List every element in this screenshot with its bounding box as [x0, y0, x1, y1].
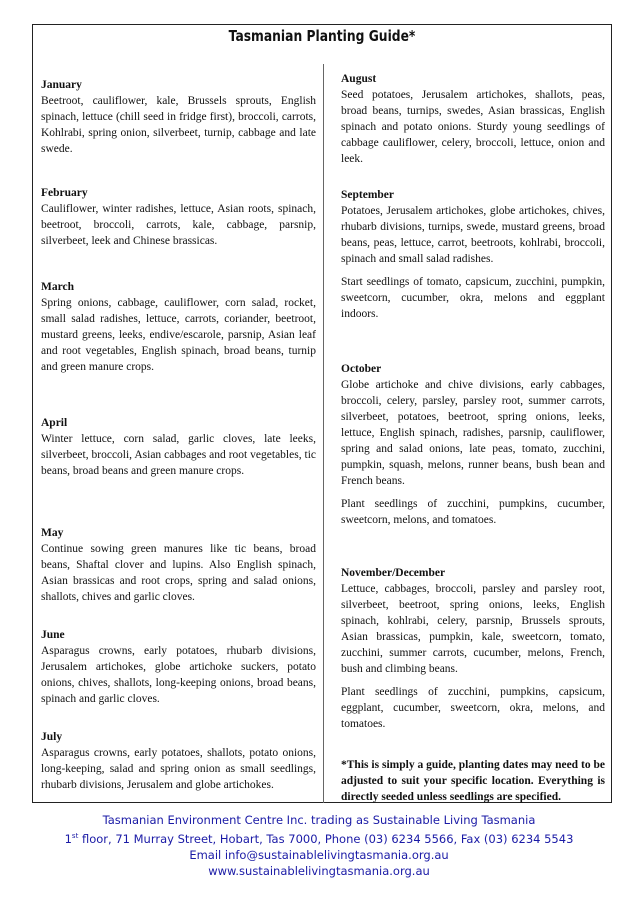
month-text: Plant seedlings of zucchini, pumpkins, cucumber, sweetcorn, melons, and tomatoes.: [341, 498, 605, 526]
month-text: Winter lettuce, corn salad, garlic cloves, late leeks, silverbeet, broccoli, Asian cabbages and root vegetables, tic beans, broad beans and green manure crops.: [41, 433, 316, 477]
footer-email[interactable]: Email info@sustainablelivingtasmania.org.au: [189, 848, 449, 862]
disclaimer-text: *This is simply a guide, planting dates may need to be adjusted to suit your specific location. Everything is directly seeded unless seedlings are specified.: [341, 759, 605, 803]
month-text: Spring onions, cabbage, cauliflower, corn salad, rocket, small salad radishes, lettuce, carrots, coriander, beetroot, mustard greens, leeks, endive/escarole, parsnip, Asian leaf and root vegetables, English spinach, broad beans, turnip and green manure crops.: [41, 297, 316, 373]
page-title: Tasmanian Planting Guide*: [228, 27, 416, 45]
month-heading: May: [41, 527, 64, 539]
month-heading: October: [341, 363, 382, 375]
month-text: Globe artichoke and chive divisions, early cabbages, broccoli, celery, parsley, parsley root, summer carrots, silverbeet, potatoes, beetroot, spring onions, leeks, lettuce, English spinach, radishes, parsnip, cauliflower, spring and salad onions, late peas, tomato, zucchini, pumpkin, squash, melons, runner beans, bush bean and French beans.: [341, 379, 605, 487]
month-heading: February: [41, 187, 88, 199]
month-july: [41, 729, 316, 793]
month-text: Continue sowing green manures like tic beans, broad beans, Shaftal clover and lupins. Also English spinach, Asian brassicas and root crops, spring and salad onions, shallots, chives and garlic cloves.: [41, 543, 316, 603]
month-heading: January: [41, 79, 82, 91]
month-heading: June: [41, 629, 65, 641]
month-text: Lettuce, cabbages, broccoli, parsley and parsley root, silverbeet, beetroot, spring onions, leeks, English spinach, kohlrabi, celery, parsnip, Brussels sprouts, Asian brassicas, pumpkin, kale, sweetcorn, tomato, zucchini, summer carrots, cucumber, melons, French, bush and climbing beans.: [341, 583, 605, 675]
month-text: Seed potatoes, Jerusalem artichokes, shallots, peas, broad beans, turnips, swedes, Asian brassicas, English spinach and potato onions. Sturdy young seedlings of cabbage cauliflower, celery, broccoli, lettuce, onion and leek.: [341, 89, 605, 165]
footer-address: [0, 828, 638, 847]
month-may: [41, 525, 316, 605]
address-street: floor, 71 Murray Street, Hobart, Tas 7000, Phone (03) 6234 5566, Fax (03) 6234 5543: [78, 832, 574, 846]
month-heading: September: [341, 189, 395, 201]
month-text: Cauliflower, winter radishes, lettuce, Asian roots, spinach, beetroot, broccoli, carrots, kale, cabbage, parsnip, silverbeet, leek and Chinese brassicas.: [41, 203, 316, 247]
month-heading: July: [41, 731, 63, 743]
planting-guide-box: [32, 24, 612, 803]
month-june: [41, 627, 316, 707]
address-floor-suffix: st: [71, 832, 79, 840]
month-april: [41, 415, 316, 479]
month-text: Potatoes, Jerusalem artichokes, globe artichokes, chives, rhubarb divisions, turnips, swede, mustard greens, broad beans, peas, lettuce, carrot, beetroots, kohlrabi, broccoli, spinach and small salad radishes.: [341, 205, 605, 265]
footer: [0, 812, 638, 879]
month-october: [341, 361, 605, 528]
month-january: [41, 77, 316, 157]
month-heading: April: [41, 417, 68, 429]
month-august: [341, 71, 605, 167]
footer-website[interactable]: www.sustainablelivingtasmania.org.au: [208, 864, 430, 878]
month-text: Asparagus crowns, early potatoes, shallots, potato onions, long-keeping, salad and spring onion as small seedlings, rhubarb divisions, Jerusalem and globe artichokes.: [41, 747, 316, 791]
disclaimer: [341, 757, 605, 805]
month-september: [341, 187, 605, 322]
month-text: Start seedlings of tomato, capsicum, zucchini, pumpkin, sweetcorn, cucumber, okra, melons and eggplant indoors.: [341, 276, 605, 320]
month-text: Asparagus crowns, early potatoes, rhubarb divisions, Jerusalem artichokes, globe artichoke suckers, potato onions, chives, shallots, long-keeping onions, broad beans, spinach and garlic cloves.: [41, 645, 316, 705]
month-heading: August: [341, 73, 377, 85]
month-heading: March: [41, 281, 75, 293]
month-march: [41, 279, 316, 375]
footer-org: Tasmanian Environment Centre Inc. trading as Sustainable Living Tasmania: [102, 813, 536, 827]
month-november-december: [341, 565, 605, 732]
month-heading: November/December: [341, 567, 446, 579]
month-text: Beetroot, cauliflower, kale, Brussels sprouts, English spinach, lettuce (chill seed in fridge first), broccoli, carrots, Kohlrabi, spring onion, silverbeet, turnip, cabbage and late swede.: [41, 95, 316, 155]
column-divider: [323, 64, 324, 803]
address-floor-number: 1: [64, 832, 72, 846]
month-february: [41, 185, 316, 249]
month-text: Plant seedlings of zucchini, pumpkins, capsicum, eggplant, cucumber, sweetcorn, okra, melons, and tomatoes.: [341, 686, 605, 730]
